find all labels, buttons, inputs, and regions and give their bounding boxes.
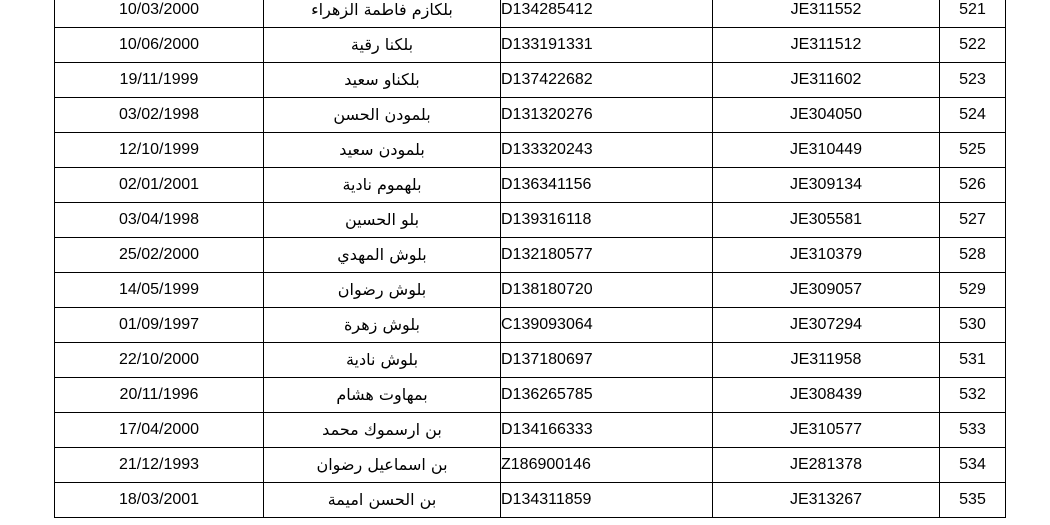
birth-date-cell: 17/04/2000 (55, 413, 264, 448)
table-row (55, 203, 1006, 238)
table-row (55, 0, 1006, 28)
birth-date-cell: 10/03/2000 (55, 0, 264, 28)
id-card-cell: D136265785 (501, 378, 713, 413)
table-row (55, 343, 1006, 378)
birth-date-cell: 20/11/1996 (55, 378, 264, 413)
birth-date-cell: 03/02/1998 (55, 98, 264, 133)
table-row (55, 448, 1006, 483)
birth-date-cell: 02/01/2001 (55, 168, 264, 203)
id-card-cell: Z186900146 (501, 448, 713, 483)
id-card-cell: D137180697 (501, 343, 713, 378)
row-number-cell: 531 (940, 343, 1006, 378)
full-name-cell: بن اسماعيل رضوان (264, 448, 501, 483)
birth-date-cell: 14/05/1999 (55, 273, 264, 308)
full-name-cell: بلهموم نادية (264, 168, 501, 203)
full-name-cell: بلمودن الحسن (264, 98, 501, 133)
birth-date-cell: 01/09/1997 (55, 308, 264, 343)
id-card-cell: D134166333 (501, 413, 713, 448)
row-number-cell: 534 (940, 448, 1006, 483)
table-row (55, 378, 1006, 413)
full-name-cell: بلوش نادية (264, 343, 501, 378)
row-number-cell: 532 (940, 378, 1006, 413)
id-card-cell: D138180720 (501, 273, 713, 308)
student-code-cell: JE311512 (713, 28, 940, 63)
student-code-cell: JE311958 (713, 343, 940, 378)
id-card-cell: D134285412 (501, 0, 713, 28)
birth-date-cell: 21/12/1993 (55, 448, 264, 483)
table-row (55, 483, 1006, 518)
birth-date-cell: 12/10/1999 (55, 133, 264, 168)
full-name-cell: بلكناو سعيد (264, 63, 501, 98)
table-row (55, 98, 1006, 133)
student-code-cell: JE308439 (713, 378, 940, 413)
row-number-cell: 526 (940, 168, 1006, 203)
row-number-cell: 527 (940, 203, 1006, 238)
student-code-cell: JE281378 (713, 448, 940, 483)
student-code-cell: JE310577 (713, 413, 940, 448)
row-number-cell: 525 (940, 133, 1006, 168)
student-code-cell: JE310449 (713, 133, 940, 168)
student-code-cell: JE311552 (713, 0, 940, 28)
full-name-cell: بمهاوت هشام (264, 378, 501, 413)
records-table-body (55, 0, 1006, 518)
records-table (54, 0, 1006, 518)
id-card-cell: D139316118 (501, 203, 713, 238)
table-row (55, 308, 1006, 343)
full-name-cell: بلوش رضوان (264, 273, 501, 308)
table-row (55, 413, 1006, 448)
id-card-cell: D134311859 (501, 483, 713, 518)
id-card-cell: D136341156 (501, 168, 713, 203)
student-code-cell: JE310379 (713, 238, 940, 273)
student-code-cell: JE309134 (713, 168, 940, 203)
full-name-cell: بلمودن سعيد (264, 133, 501, 168)
full-name-cell: بلكازم فاطمة الزهراء (264, 0, 501, 28)
table-row (55, 28, 1006, 63)
table-row (55, 168, 1006, 203)
row-number-cell: 523 (940, 63, 1006, 98)
student-code-cell: JE305581 (713, 203, 940, 238)
row-number-cell: 535 (940, 483, 1006, 518)
row-number-cell: 530 (940, 308, 1006, 343)
full-name-cell: بن الحسن اميمة (264, 483, 501, 518)
student-code-cell: JE313267 (713, 483, 940, 518)
row-number-cell: 533 (940, 413, 1006, 448)
full-name-cell: بلو الحسين (264, 203, 501, 238)
birth-date-cell: 19/11/1999 (55, 63, 264, 98)
full-name-cell: بلكنا رقية (264, 28, 501, 63)
id-card-cell: D137422682 (501, 63, 713, 98)
row-number-cell: 522 (940, 28, 1006, 63)
id-card-cell: C139093064 (501, 308, 713, 343)
id-card-cell: D132180577 (501, 238, 713, 273)
full-name-cell: بلوش المهدي (264, 238, 501, 273)
birth-date-cell: 25/02/2000 (55, 238, 264, 273)
student-code-cell: JE309057 (713, 273, 940, 308)
id-card-cell: D133191331 (501, 28, 713, 63)
id-card-cell: D131320276 (501, 98, 713, 133)
table-row (55, 273, 1006, 308)
full-name-cell: بلوش زهرة (264, 308, 501, 343)
birth-date-cell: 03/04/1998 (55, 203, 264, 238)
row-number-cell: 521 (940, 0, 1006, 28)
full-name-cell: بن ارسموك محمد (264, 413, 501, 448)
table-row (55, 238, 1006, 273)
table-row (55, 133, 1006, 168)
id-card-cell: D133320243 (501, 133, 713, 168)
row-number-cell: 524 (940, 98, 1006, 133)
table-row (55, 63, 1006, 98)
row-number-cell: 529 (940, 273, 1006, 308)
row-number-cell: 528 (940, 238, 1006, 273)
student-code-cell: JE304050 (713, 98, 940, 133)
student-code-cell: JE307294 (713, 308, 940, 343)
student-code-cell: JE311602 (713, 63, 940, 98)
birth-date-cell: 22/10/2000 (55, 343, 264, 378)
birth-date-cell: 10/06/2000 (55, 28, 264, 63)
birth-date-cell: 18/03/2001 (55, 483, 264, 518)
